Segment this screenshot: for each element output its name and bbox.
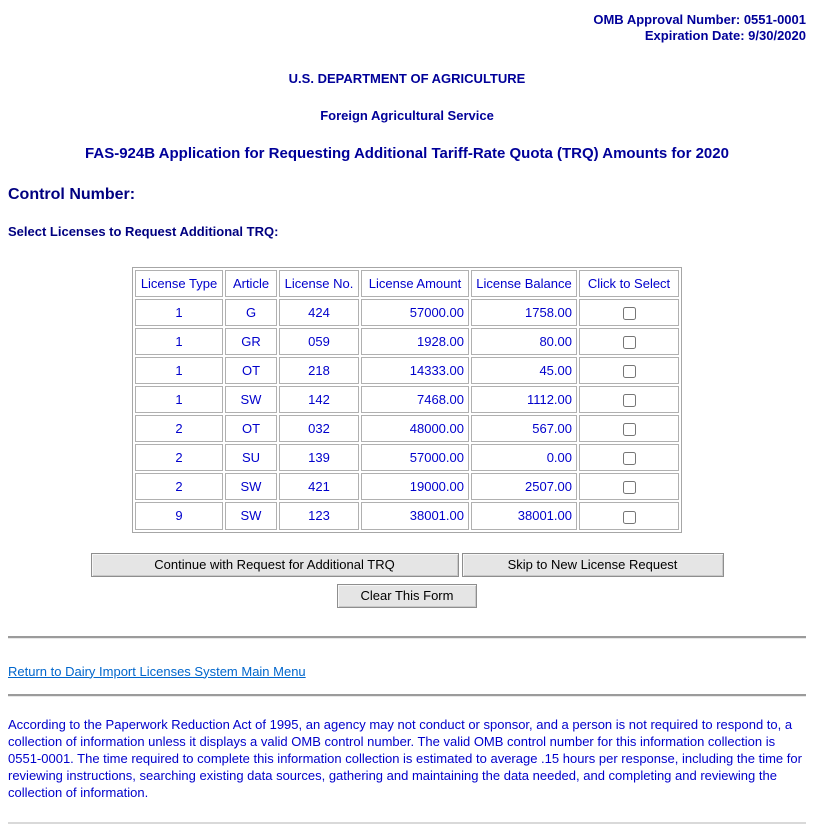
license-type-cell: 1 [135,386,223,413]
license-balance-cell: 2507.00 [471,473,577,500]
license-no-cell: 139 [279,444,359,471]
select-license-checkbox[interactable] [623,423,636,436]
select-license-checkbox[interactable] [623,511,636,524]
click-to-select-cell [579,502,679,529]
table-row [135,386,679,413]
license-amount-cell: 48000.00 [361,415,469,442]
table-row [135,415,679,442]
license-table [132,267,682,533]
select-license-checkbox[interactable] [623,394,636,407]
agency-heading: Foreign Agricultural Service [320,108,494,123]
click-to-select-cell [579,415,679,442]
license-type-cell: 2 [135,444,223,471]
license-balance-cell: 1112.00 [471,386,577,413]
select-license-checkbox[interactable] [623,307,636,320]
license-balance-cell: 38001.00 [471,502,577,529]
col-header-click-to-select: Click to Select [579,270,679,297]
select-license-checkbox[interactable] [623,481,636,494]
license-type-cell: 1 [135,328,223,355]
continue-additional-trq-button[interactable]: Continue with Request for Additional TRQ [91,553,459,577]
license-no-cell: 059 [279,328,359,355]
department-heading: U.S. DEPARTMENT OF AGRICULTURE [288,71,526,86]
table-row [135,357,679,384]
license-amount-cell: 19000.00 [361,473,469,500]
table-row [135,473,679,500]
return-link-wrap [8,664,806,679]
license-type-cell: 9 [135,502,223,529]
col-header-license-balance: License Balance [471,270,577,297]
article-cell: OT [225,357,277,384]
col-header-article: Article [225,270,277,297]
click-to-select-cell [579,328,679,355]
article-cell: SW [225,386,277,413]
click-to-select-cell [579,357,679,384]
license-type-cell: 1 [135,357,223,384]
divider-top [8,636,806,639]
license-amount-cell: 57000.00 [361,444,469,471]
article-cell: SW [225,502,277,529]
license-type-cell: 2 [135,415,223,442]
article-cell: GR [225,328,277,355]
click-to-select-cell [579,386,679,413]
license-no-cell: 424 [279,299,359,326]
select-license-checkbox[interactable] [623,452,636,465]
click-to-select-cell [579,473,679,500]
license-balance-cell: 80.00 [471,328,577,355]
omb-approval-number: OMB Approval Number: 0551-0001 [593,12,806,27]
divider-middle [8,694,806,697]
col-header-license-amount: License Amount [361,270,469,297]
license-amount-cell: 7468.00 [361,386,469,413]
form-title: FAS-924B Application for Requesting Additional Tariff-Rate Quota (TRQ) Amounts for 2020 [85,145,729,162]
click-to-select-cell [579,444,679,471]
primary-buttons-row [8,553,806,608]
col-header-license-no: License No. [279,270,359,297]
table-row [135,328,679,355]
license-no-cell: 123 [279,502,359,529]
license-no-cell: 142 [279,386,359,413]
control-number-label: Control Number: [8,186,136,203]
col-header-license-type: License Type [135,270,223,297]
clear-form-button[interactable]: Clear This Form [337,584,477,608]
table-row [135,444,679,471]
paperwork-reduction-notice: According to the Paperwork Reduction Act of 1995, an agency may not conduct or sponsor, and a person is not required to respond to, a collection of information unless it displays a valid OMB control number. The valid OMB control number for this information collection is 0551-0001. The time required to complete this information collection is estimated to average .15 hours per response, including the time for reviewing instructions, searching existing data sources, gathering and maintaining the data needed, and completing and reviewing the collection of information. [8,716,802,800]
license-type-cell: 2 [135,473,223,500]
select-license-checkbox[interactable] [623,365,636,378]
article-cell: OT [225,415,277,442]
license-no-cell: 032 [279,415,359,442]
article-cell: SW [225,473,277,500]
article-cell: SU [225,444,277,471]
omb-block [8,12,806,44]
select-license-checkbox[interactable] [623,336,636,349]
click-to-select-cell [579,299,679,326]
return-main-menu-link[interactable]: Return to Dairy Import Licenses System Main Menu [8,663,306,679]
omb-expiration-date: Expiration Date: 9/30/2020 [644,28,806,43]
license-amount-cell: 1928.00 [361,328,469,355]
license-type-cell: 1 [135,299,223,326]
skip-new-license-button[interactable]: Skip to New License Request [462,553,724,577]
article-cell: G [225,299,277,326]
license-balance-cell: 0.00 [471,444,577,471]
license-amount-cell: 14333.00 [361,357,469,384]
license-no-cell: 421 [279,473,359,500]
license-no-cell: 218 [279,357,359,384]
table-row [135,502,679,529]
table-body [135,299,679,530]
divider-bottom [8,822,806,824]
license-amount-cell: 57000.00 [361,299,469,326]
license-balance-cell: 1758.00 [471,299,577,326]
license-balance-cell: 567.00 [471,415,577,442]
table-header-row [135,270,679,297]
table-row [135,299,679,326]
license-amount-cell: 38001.00 [361,502,469,529]
license-balance-cell: 45.00 [471,357,577,384]
select-licenses-label: Select Licenses to Request Additional TRQ: [8,224,279,239]
